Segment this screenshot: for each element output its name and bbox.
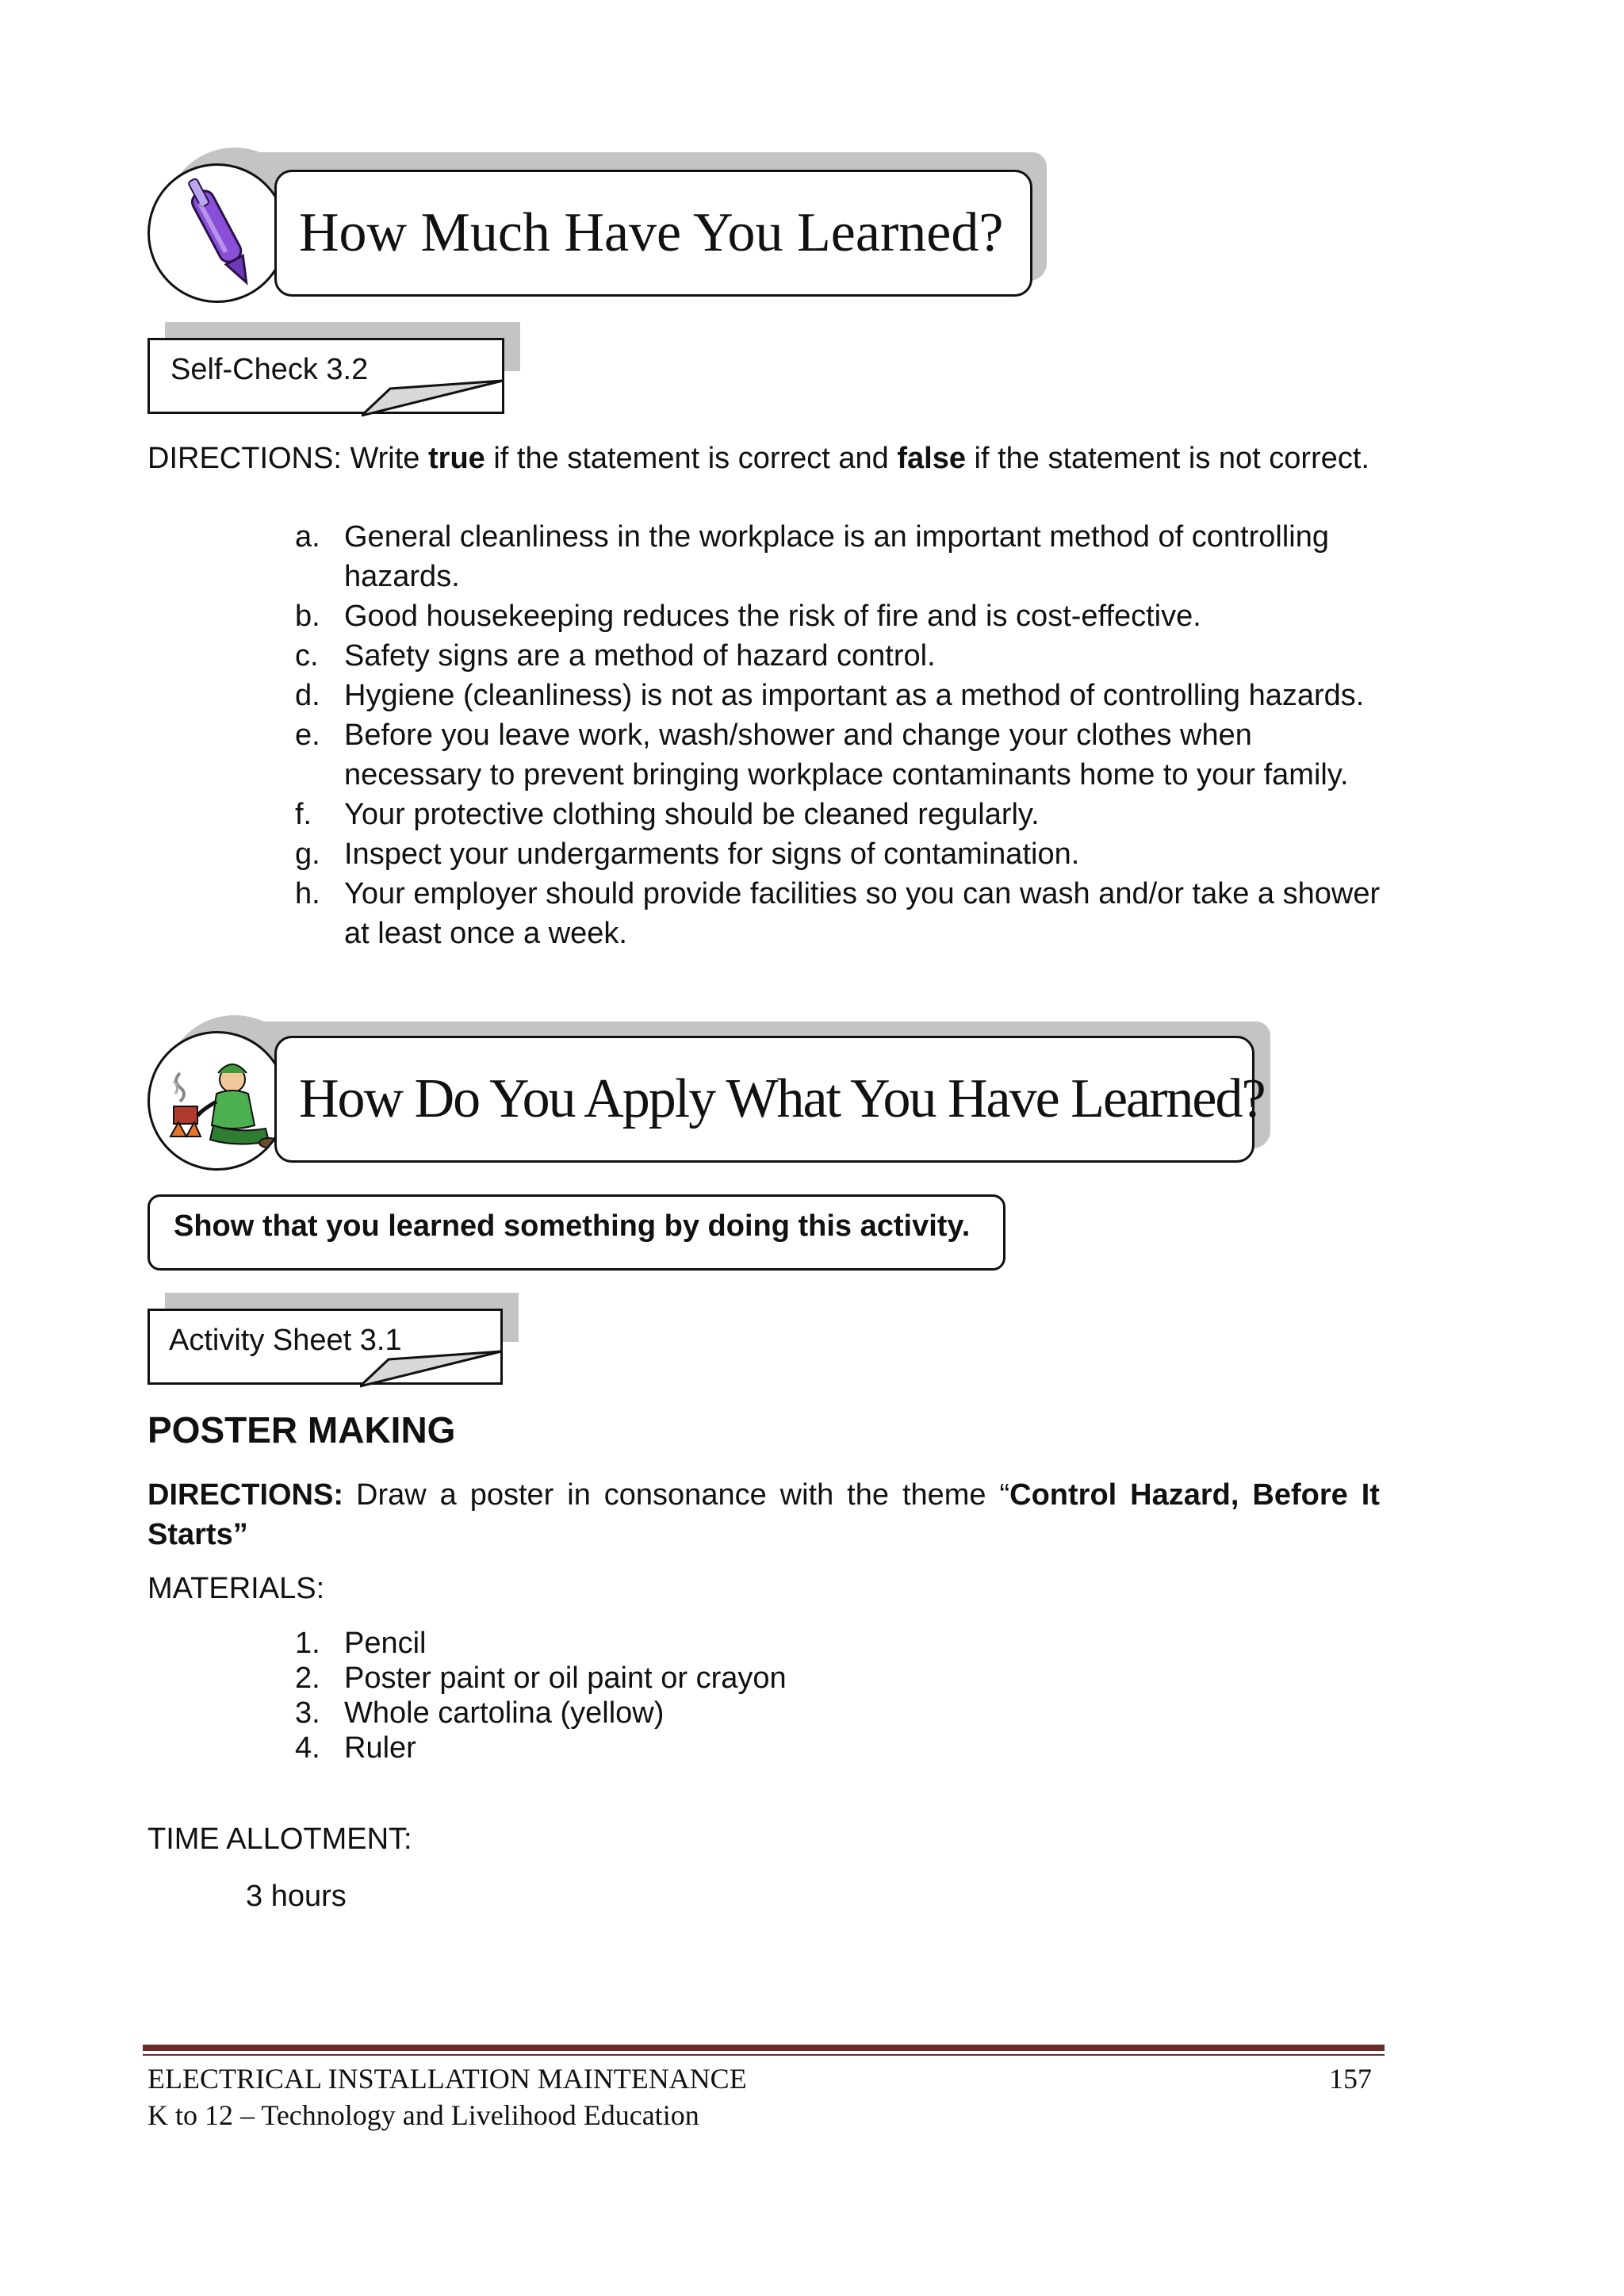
item-marker: 4. bbox=[295, 1731, 320, 1765]
directions-theme-end: Starts” bbox=[147, 1518, 248, 1551]
directions-true: true bbox=[428, 442, 485, 475]
poster-directions bbox=[147, 1475, 1380, 1554]
item-marker: g. bbox=[295, 838, 320, 871]
self-check-label: Self-Check 3.2 bbox=[147, 338, 504, 414]
item-text: Hygiene (cleanliness) is not as important as a method of controlling hazards. bbox=[344, 679, 1365, 712]
directions-lead: DIRECTIONS: Write bbox=[147, 442, 428, 475]
item-text: Poster paint or oil paint or crayon bbox=[344, 1662, 787, 1695]
activity-callout: Show that you learned something by doing this activity. bbox=[147, 1194, 1005, 1271]
item-text: Pencil bbox=[344, 1627, 427, 1660]
item-text: Your protective clothing should be cleaned regularly. bbox=[344, 798, 1040, 831]
item-marker: 3. bbox=[295, 1696, 320, 1730]
item-text: General cleanliness in the workplace is an important method of controlling bbox=[344, 520, 1329, 554]
directions-label: DIRECTIONS: bbox=[147, 1478, 343, 1512]
footer-rule-thin bbox=[143, 2054, 1385, 2056]
activity-sheet-label: Activity Sheet 3.1 bbox=[147, 1309, 503, 1385]
section1-title: How Much Have You Learned? bbox=[274, 170, 1032, 297]
item-text: Whole cartolina (yellow) bbox=[344, 1696, 665, 1730]
page-number: 157 bbox=[1329, 2063, 1372, 2095]
directions-tail: if the statement is not correct. bbox=[966, 442, 1369, 475]
item-marker: 2. bbox=[295, 1662, 320, 1695]
item-marker: d. bbox=[295, 679, 320, 712]
item-marker: c. bbox=[295, 639, 319, 673]
section2-title: How Do You Apply What You Have Learned? bbox=[274, 1036, 1254, 1163]
materials-label: MATERIALS: bbox=[147, 1572, 325, 1605]
time-allotment-value: 3 hours bbox=[246, 1880, 347, 1913]
directions-mid: if the statement is correct and bbox=[485, 442, 898, 475]
time-allotment-label: TIME ALLOTMENT: bbox=[147, 1823, 412, 1856]
item-marker: h. bbox=[295, 877, 320, 910]
poster-making-heading: POSTER MAKING bbox=[147, 1409, 456, 1451]
item-text: Before you leave work, wash/shower and change your clothes when bbox=[344, 719, 1252, 752]
item-text: necessary to prevent bringing workplace contaminants home to your family. bbox=[344, 758, 1349, 792]
page-curl-icon bbox=[362, 379, 508, 417]
item-marker: a. bbox=[295, 520, 320, 554]
footer-course: ELECTRICAL INSTALLATION MAINTENANCE bbox=[147, 2063, 747, 2095]
directions-text: Draw a poster in consonance with the theme “Control Hazard, Before It bbox=[356, 1478, 1380, 1512]
person-cooking-icon bbox=[150, 1033, 287, 1171]
item-marker: b. bbox=[295, 600, 320, 633]
self-check-directions bbox=[147, 439, 1369, 478]
footer-rule bbox=[143, 2045, 1385, 2051]
item-text: Safety signs are a method of hazard control. bbox=[344, 639, 936, 673]
directions-false: false bbox=[897, 442, 966, 475]
item-text: Good housekeeping reduces the risk of fire and is cost-effective. bbox=[344, 600, 1201, 633]
banner-circle bbox=[147, 1031, 287, 1171]
item-text: Inspect your undergarments for signs of contamination. bbox=[344, 838, 1080, 871]
item-text: Your employer should provide facilities so you can wash and/or take a shower bbox=[344, 877, 1381, 910]
item-marker: f. bbox=[295, 798, 312, 831]
banner-circle bbox=[147, 163, 287, 303]
footer-program: K to 12 – Technology and Livelihood Education bbox=[147, 2099, 699, 2131]
item-text: hazards. bbox=[344, 560, 460, 593]
pen-icon bbox=[150, 166, 287, 303]
item-marker: e. bbox=[295, 719, 320, 752]
page-curl-icon bbox=[360, 1350, 506, 1388]
item-text: Ruler bbox=[344, 1731, 416, 1765]
item-marker: 1. bbox=[295, 1627, 320, 1660]
item-text: at least once a week. bbox=[344, 917, 627, 950]
